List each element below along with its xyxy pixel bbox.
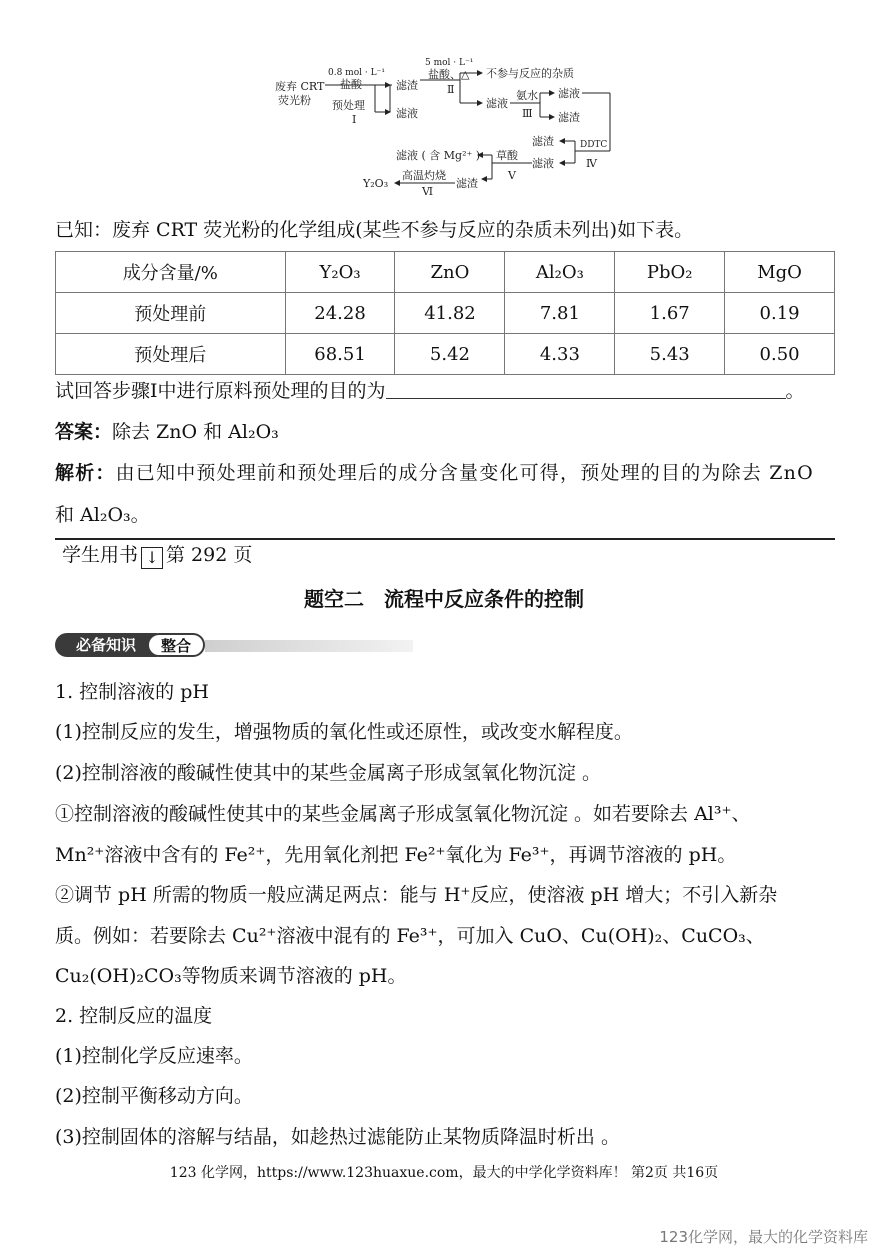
table-header-cell: ZnO: [395, 252, 505, 293]
paragraph: ①控制溶液的酸碱性使其中的某些金属离子形成氢氧化物沉淀 。如若要除去 Al³⁺、: [55, 803, 751, 825]
heading-1: 1. 控制溶液的 pH: [55, 681, 209, 703]
flow-step5-residue: 滤渣: [456, 177, 478, 190]
flow-step5-reagent: 草酸: [496, 149, 518, 162]
flow-step2-out: 不参与反应的杂质: [486, 67, 574, 80]
table-header-row: [56, 252, 835, 293]
flow-step1-reagent2: 盐酸: [340, 78, 362, 91]
table-cell: 0.19: [725, 293, 835, 334]
flow-step2-filtrate: 滤液: [486, 97, 508, 110]
flow-step5-numeral: Ⅴ: [508, 169, 516, 182]
flow-step4-residue: 滤渣: [532, 135, 554, 148]
paragraph: ②调节 pH 所需的物质一般应满足两点：能与 H⁺反应，使溶液 pH 增大；不引入新杂: [55, 884, 778, 906]
table-cell: 预处理后: [56, 334, 286, 375]
flow-step1-reagent: 0.8 mol · L⁻¹: [328, 68, 385, 78]
answer-blank: [386, 380, 786, 399]
answer-label: 答案：: [55, 421, 113, 443]
down-arrow-icon: ↓: [141, 547, 163, 569]
flow-start: 废弃 CRT 荧光粉: [275, 80, 325, 107]
table-row: [56, 334, 835, 375]
flow-step3-numeral: Ⅲ: [522, 107, 533, 120]
question-text: 试回答步骤I中进行原料预处理的目的为: [55, 380, 386, 402]
paragraph: 质。例如：若要除去 Cu²⁺溶液中混有的 Fe³⁺，可加入 CuO、Cu(OH)₂、CuCO₃、: [55, 925, 765, 947]
answer-text: 除去 ZnO 和 Al₂O₃: [112, 421, 279, 443]
table-header-cell: MgO: [725, 252, 835, 293]
badge-tag: 整合: [147, 633, 205, 657]
paragraph: (2)控制溶液的酸碱性使其中的某些金属离子形成氢氧化物沉淀 。: [55, 762, 601, 784]
section-divider: [55, 538, 835, 540]
section-title: 题空二 流程中反应条件的控制: [304, 587, 584, 611]
student-book-prefix: 学生用书: [62, 544, 139, 566]
flow-step2-reagent: 5 mol · L⁻¹: [425, 58, 474, 68]
analysis-line-1: [55, 460, 814, 486]
flow-step3-residue: 滤渣: [558, 111, 580, 124]
flow-product: Y₂O₃: [363, 177, 389, 190]
badge-main: 必备知识: [55, 633, 157, 657]
table-cell: 68.51: [285, 334, 395, 375]
flow-step5-filtrate: 滤液 ( 含 Mg²⁺ ): [396, 149, 481, 162]
page-footer: 123 化学网，https://www.123huaxue.com，最大的中学化学资料库！ 第2页 共16页: [169, 1165, 719, 1181]
table-header-cell: Y₂O₃: [285, 252, 395, 293]
table-cell: 41.82: [395, 293, 505, 334]
analysis-text-1: 由已知中预处理前和预处理后的成分含量变化可得，预处理的目的为除去 ZnO: [115, 462, 814, 484]
flow-step6-reagent: 高温灼烧: [402, 169, 446, 182]
table-cell: 5.43: [615, 334, 725, 375]
table-cell: 0.50: [725, 334, 835, 375]
student-book-ref: [62, 542, 252, 569]
analysis-label: 解析：: [55, 462, 116, 484]
table-header-cell: 成分含量/%: [56, 252, 286, 293]
intro-text: 已知：废弃 CRT 荧光粉的化学组成(某些不参与反应的杂质未列出)如下表。: [55, 219, 694, 241]
paragraph: (1)控制反应的发生，增强物质的氧化性或还原性，或改变水解程度。: [55, 721, 633, 743]
composition-table: [55, 251, 835, 375]
question-line: [55, 378, 805, 404]
table-cell: 5.42: [395, 334, 505, 375]
paragraph: (3)控制固体的溶解与结晶，如趁热过滤能防止某物质降温时析出 。: [55, 1126, 620, 1148]
table-cell: 1.67: [615, 293, 725, 334]
analysis-line-2: 和 Al₂O₃。: [55, 504, 150, 526]
heading-2: 2. 控制反应的温度: [55, 1005, 213, 1027]
paragraph: Cu₂(OH)₂CO₃等物质来调节溶液的 pH。: [55, 965, 407, 987]
flow-step6-numeral: Ⅵ: [422, 185, 434, 195]
flow-step1-filtrate: 滤液: [396, 107, 418, 120]
process-flowchart: [270, 55, 620, 195]
flow-step1-label: 预处理: [332, 99, 365, 112]
table-cell: 预处理前: [56, 293, 286, 334]
flow-step1-numeral: Ⅰ: [352, 113, 357, 126]
student-book-page: 第 292 页: [166, 544, 253, 566]
flow-step4-reagent: DDTC: [580, 140, 608, 150]
paragraph: Mn²⁺溶液中含有的 Fe²⁺，先用氧化剂把 Fe²⁺氧化为 Fe³⁺，再调节溶液的 pH。: [55, 844, 737, 866]
flow-step4-filtrate: 滤液: [532, 157, 554, 170]
flow-step2-numeral: Ⅱ: [447, 83, 455, 96]
paragraph: (1)控制化学反应速率。: [55, 1045, 253, 1067]
table-row: [56, 293, 835, 334]
flow-step3-reagent: 氨水: [516, 89, 538, 102]
table-cell: 4.33: [505, 334, 615, 375]
table-header-cell: PbO₂: [615, 252, 725, 293]
paragraph: (2)控制平衡移动方向。: [55, 1085, 253, 1107]
table-cell: 7.81: [505, 293, 615, 334]
badge-bar: [205, 640, 413, 652]
answer-line: [55, 419, 279, 445]
flow-step2-reagent2: 盐酸、△: [428, 68, 470, 81]
flow-step1-residue: 滤渣: [396, 79, 418, 92]
table-header-cell: Al₂O₃: [505, 252, 615, 293]
watermark: 123化学网，最大的化学资料库: [659, 1228, 868, 1246]
flow-step3-filtrate: 滤液: [558, 87, 580, 100]
flow-step4-numeral: Ⅳ: [586, 157, 597, 170]
question-end: 。: [785, 380, 805, 402]
table-cell: 24.28: [285, 293, 395, 334]
